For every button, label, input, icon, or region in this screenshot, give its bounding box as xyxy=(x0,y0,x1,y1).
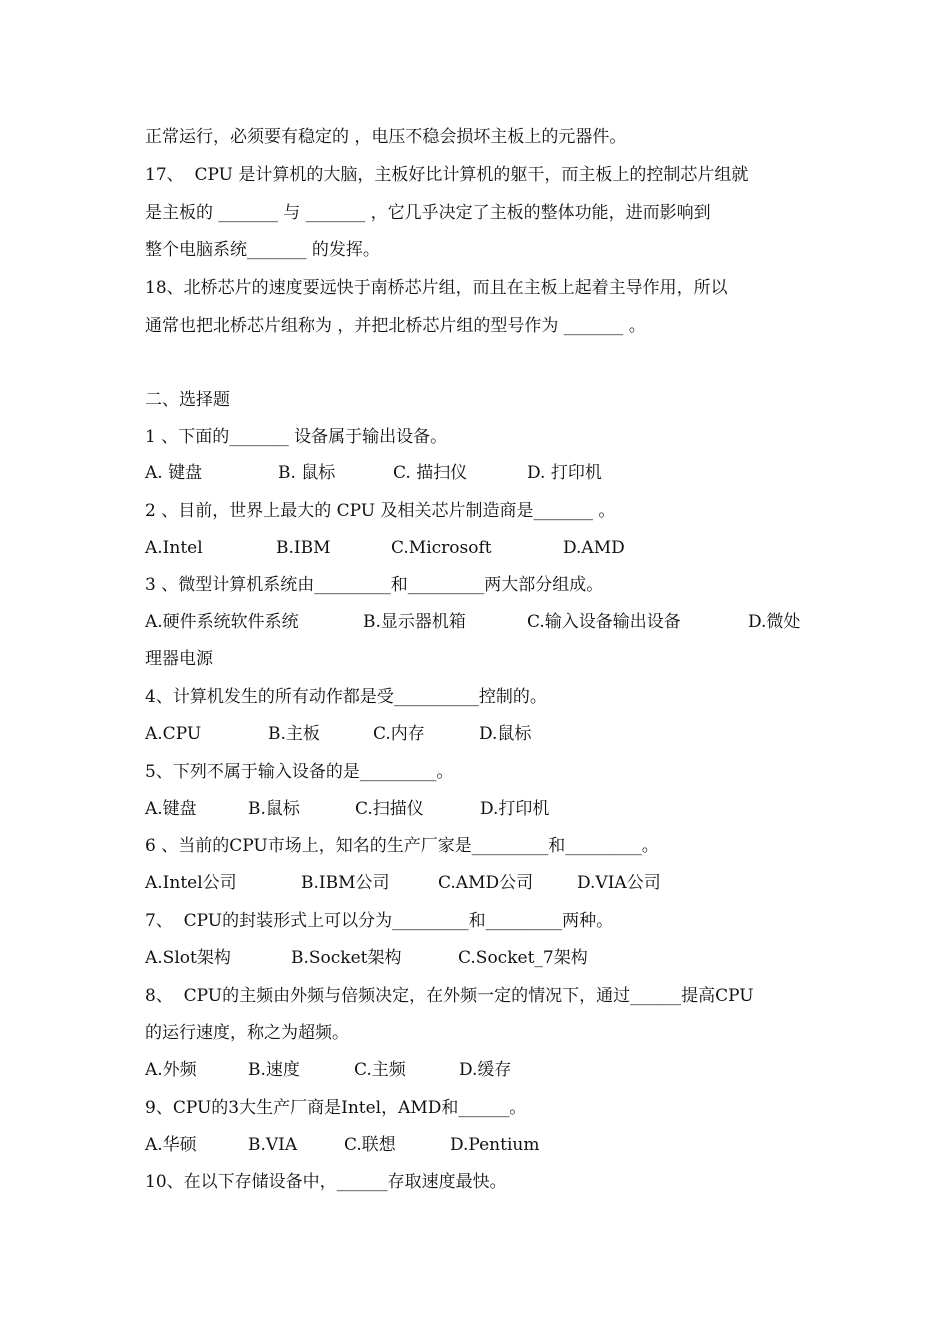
option-a: A.外频 xyxy=(145,1060,197,1080)
question-stem: 9、CPU的3大生产厂商是Intel，AMD和______。 xyxy=(145,1098,527,1118)
q18-line-1: 18、北桥芯片的速度要远快于南桥芯片组，而且在主板上起着主导作用，所以 xyxy=(145,278,728,298)
option-b: B.主板 xyxy=(268,724,320,744)
option-c: C.联想 xyxy=(344,1135,396,1155)
option-c: C. 描扫仪 xyxy=(393,463,468,483)
option-b: B.鼠标 xyxy=(248,799,300,819)
option-d: D.Pentium xyxy=(450,1135,540,1155)
q16-tail-line: 正常运行，必须要有稳定的 ，电压不稳会损坏主板上的元器件。 xyxy=(145,127,627,147)
option-b: B.Socket架构 xyxy=(291,948,402,968)
question-stem: 2 、目前，世界上最大的 CPU 及相关芯片制造商是_______ 。 xyxy=(145,501,616,521)
option-d: D.VIA公司 xyxy=(577,873,661,893)
option-a: A.Intel公司 xyxy=(145,873,237,893)
option-a: A.华硕 xyxy=(145,1135,197,1155)
option-b: B.显示器机箱 xyxy=(363,612,466,632)
q18-line-2: 通常也把北桥芯片组称为 ，并把北桥芯片组的型号作为 _______ 。 xyxy=(145,316,646,336)
question-stem: 4、计算机发生的所有动作都是受__________控制的。 xyxy=(145,687,547,707)
option-a: A. 键盘 xyxy=(145,463,203,483)
q17-line-3: 整个电脑系统_______ 的发挥。 xyxy=(145,240,380,260)
option-b: B.VIA xyxy=(248,1135,298,1155)
q17-line-2: 是主板的 _______ 与 _______ ，它几乎决定了主板的整体功能，进而影响到 xyxy=(145,203,711,223)
option-b: B.IBM公司 xyxy=(301,873,390,893)
option-a: A.CPU xyxy=(145,724,202,744)
option-a: A.Slot架构 xyxy=(145,948,231,968)
option-c: C.主频 xyxy=(354,1060,406,1080)
question-stem: 5、下列不属于输入设备的是_________。 xyxy=(145,762,454,782)
option-c: C.Microsoft xyxy=(391,538,492,558)
option-c: C.内存 xyxy=(373,724,425,744)
option-b: B. 鼠标 xyxy=(278,463,336,483)
option-a: A.硬件系统软件系统 xyxy=(145,612,299,632)
question-stem-continuation: 的运行速度，称之为超频。 xyxy=(145,1023,349,1043)
option-c: C.AMD公司 xyxy=(438,873,534,893)
option-a: A.Intel xyxy=(145,538,203,558)
option-d: D.打印机 xyxy=(480,799,550,819)
option-c: C.扫描仪 xyxy=(355,799,424,819)
option-b: B.IBM xyxy=(276,538,331,558)
question-stem: 1 、下面的_______ 设备属于输出设备。 xyxy=(145,427,448,447)
option-d: D.缓存 xyxy=(459,1060,512,1080)
section-heading: 二、选择题 xyxy=(145,390,230,410)
question-stem: 8、 CPU的主频由外频与倍频决定，在外频一定的情况下，通过______提高CPU xyxy=(145,986,754,1006)
question-stem: 7、 CPU的封装形式上可以分为_________和_________两种。 xyxy=(145,911,614,931)
option-d-continuation: 理器电源 xyxy=(145,649,213,669)
question-stem: 3 、微型计算机系统由_________和_________两大部分组成。 xyxy=(145,575,604,595)
option-c: C.Socket_7架构 xyxy=(458,948,588,968)
option-b: B.速度 xyxy=(248,1060,300,1080)
option-d: D.微处 xyxy=(748,612,801,632)
question-stem: 6 、当前的CPU市场上，知名的生产厂家是_________和_________。 xyxy=(145,836,659,856)
option-d: D.AMD xyxy=(563,538,625,558)
option-d: D. 打印机 xyxy=(527,463,602,483)
option-c: C.输入设备输出设备 xyxy=(527,612,681,632)
q17-line-1: 17、 CPU 是计算机的大脑，主板好比计算机的躯干，而主板上的控制芯片组就 xyxy=(145,165,749,185)
option-a: A.键盘 xyxy=(145,799,197,819)
option-d: D.鼠标 xyxy=(479,724,532,744)
question-stem: 10、在以下存储设备中，______存取速度最快。 xyxy=(145,1172,507,1192)
